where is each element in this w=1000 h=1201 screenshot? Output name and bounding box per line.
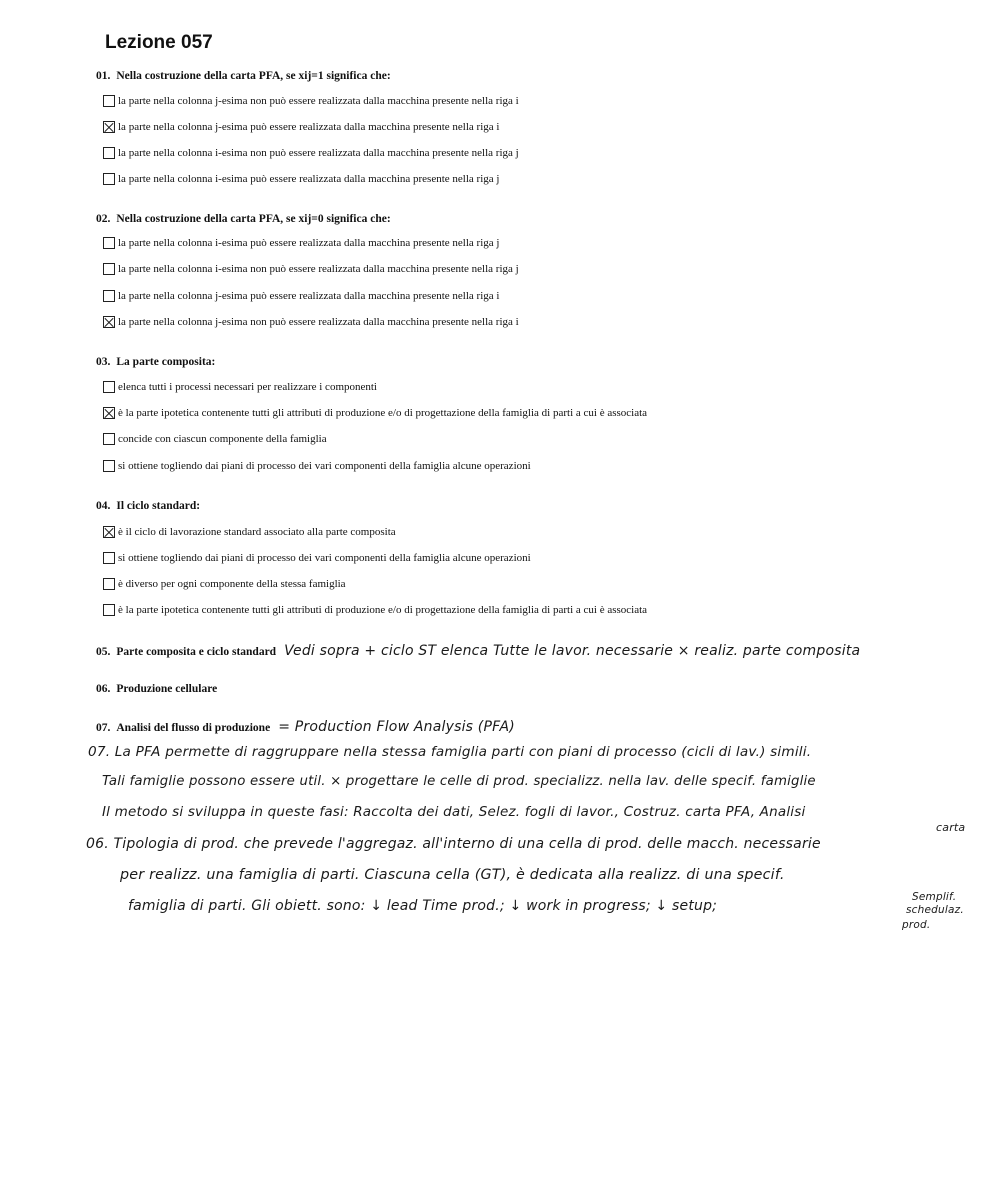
question-05-title bbox=[96, 643, 860, 659]
q01-option-b[interactable] bbox=[103, 121, 499, 133]
question-text: La parte composita: bbox=[116, 356, 216, 368]
question-07-title bbox=[96, 719, 515, 735]
checkbox[interactable] bbox=[103, 381, 115, 393]
question-text: Il ciclo standard: bbox=[116, 500, 201, 512]
checkbox[interactable] bbox=[103, 237, 115, 249]
question-number: 03. bbox=[96, 356, 111, 368]
option-text: è la parte ipotetica contenente tutti gli attributi di produzione e/o di progettazione della famiglia di parti a cui è associata bbox=[118, 407, 648, 419]
checkbox[interactable] bbox=[103, 460, 115, 472]
question-04-title bbox=[96, 500, 200, 512]
option-text: la parte nella colonna i-esima può essere realizzata dalla macchina presente nella riga j bbox=[118, 237, 500, 249]
handwritten-line: carta bbox=[936, 821, 966, 834]
checkbox[interactable] bbox=[103, 263, 115, 275]
question-text: Parte composita e ciclo standard bbox=[116, 646, 277, 658]
handwritten-line: Semplif. bbox=[912, 891, 957, 903]
q04-option-d[interactable] bbox=[103, 604, 647, 616]
q02-option-d[interactable] bbox=[103, 316, 519, 328]
handwritten-line: 06. Tipologia di prod. che prevede l'aggregaz. all'interno di una cella di prod. delle macch. necessarie bbox=[86, 836, 821, 852]
checkbox[interactable] bbox=[103, 433, 115, 445]
checkbox[interactable] bbox=[103, 604, 115, 616]
question-number: 01. bbox=[96, 70, 111, 82]
option-text: la parte nella colonna i-esima può essere realizzata dalla macchina presente nella riga j bbox=[118, 173, 500, 185]
option-text: la parte nella colonna j-esima non può essere realizzata dalla macchina presente nella riga i bbox=[118, 316, 519, 328]
option-text: la parte nella colonna i-esima non può essere realizzata dalla macchina presente nella riga j bbox=[118, 263, 519, 275]
q03-option-b[interactable] bbox=[103, 407, 647, 419]
question-text: Nella costruzione della carta PFA, se xij=0 significa che: bbox=[116, 213, 391, 225]
q04-option-b[interactable] bbox=[103, 552, 531, 564]
checkbox-checked[interactable] bbox=[103, 121, 115, 133]
handwritten-line: 07. La PFA permette di raggruppare nella stessa famiglia parti con piani di processo (cicli di lav.) simili. bbox=[88, 744, 812, 760]
question-text: Analisi del flusso di produzione bbox=[116, 722, 271, 734]
checkbox[interactable] bbox=[103, 552, 115, 564]
handwritten-line: prod. bbox=[902, 919, 931, 931]
checkbox-checked[interactable] bbox=[103, 407, 115, 419]
handwritten-answer-07: = Production Flow Analysis (PFA) bbox=[278, 719, 515, 735]
question-text: Nella costruzione della carta PFA, se xij=1 significa che: bbox=[116, 70, 391, 82]
checkbox[interactable] bbox=[103, 147, 115, 159]
question-text: Produzione cellulare bbox=[116, 683, 218, 695]
question-02-title bbox=[96, 213, 391, 225]
checkbox-checked[interactable] bbox=[103, 526, 115, 538]
checkbox[interactable] bbox=[103, 173, 115, 185]
option-text: la parte nella colonna i-esima non può essere realizzata dalla macchina presente nella riga j bbox=[118, 147, 519, 159]
handwritten-line: Il metodo si sviluppa in queste fasi: Raccolta dei dati, Selez. fogli di lavor., Costruz. carta PFA, Analisi bbox=[102, 804, 806, 820]
checkbox[interactable] bbox=[103, 578, 115, 590]
q03-option-c[interactable] bbox=[103, 433, 327, 445]
question-number: 04. bbox=[96, 500, 111, 512]
q01-option-d[interactable] bbox=[103, 173, 499, 185]
option-text: elenca tutti i processi necessari per realizzare i componenti bbox=[118, 381, 377, 393]
question-06-title bbox=[96, 683, 217, 695]
question-number: 02. bbox=[96, 213, 111, 225]
q03-option-a[interactable] bbox=[103, 381, 377, 393]
q02-option-c[interactable] bbox=[103, 290, 499, 302]
handwritten-line: schedulaz. bbox=[906, 904, 964, 916]
checkbox-checked[interactable] bbox=[103, 316, 115, 328]
option-text: la parte nella colonna j-esima non può essere realizzata dalla macchina presente nella riga i bbox=[118, 95, 519, 107]
q01-option-a[interactable] bbox=[103, 95, 519, 107]
question-01-title bbox=[96, 70, 391, 82]
question-number: 06. bbox=[96, 683, 111, 695]
q02-option-b[interactable] bbox=[103, 263, 519, 275]
option-text: è il ciclo di lavorazione standard associato alla parte composita bbox=[118, 526, 396, 538]
page-title: Lezione 057 bbox=[105, 32, 213, 53]
option-text: concide con ciascun componente della famiglia bbox=[118, 433, 327, 445]
checkbox[interactable] bbox=[103, 290, 115, 302]
q04-option-c[interactable] bbox=[103, 578, 346, 590]
option-text: è diverso per ogni componente della stessa famiglia bbox=[118, 578, 346, 590]
q03-option-d[interactable] bbox=[103, 460, 531, 472]
q01-option-c[interactable] bbox=[103, 147, 519, 159]
q02-option-a[interactable] bbox=[103, 237, 499, 249]
handwritten-line: Tali famiglie possono essere util. × progettare le celle di prod. specializz. nella lav. delle specif. famiglie bbox=[102, 774, 816, 789]
question-number: 05. bbox=[96, 646, 111, 658]
option-text: si ottiene togliendo dai piani di processo dei vari componenti della famiglia alcune operazioni bbox=[118, 552, 531, 564]
option-text: la parte nella colonna j-esima può essere realizzata dalla macchina presente nella riga i bbox=[118, 121, 500, 133]
option-text: si ottiene togliendo dai piani di processo dei vari componenti della famiglia alcune operazioni bbox=[118, 460, 531, 472]
option-text: è la parte ipotetica contenente tutti gli attributi di produzione e/o di progettazione della famiglia di parti a cui è associata bbox=[118, 604, 648, 616]
question-number: 07. bbox=[96, 722, 111, 734]
handwritten-line: famiglia di parti. Gli obiett. sono: ↓ lead Time prod.; ↓ work in progress; ↓ setup; bbox=[128, 898, 718, 914]
handwritten-answer-05: Vedi sopra + ciclo ST elenca Tutte le lavor. necessarie × realiz. parte composita bbox=[284, 643, 861, 659]
option-text: la parte nella colonna j-esima può essere realizzata dalla macchina presente nella riga i bbox=[118, 290, 500, 302]
checkbox[interactable] bbox=[103, 95, 115, 107]
q04-option-a[interactable] bbox=[103, 526, 396, 538]
question-03-title bbox=[96, 356, 215, 368]
handwritten-line: per realizz. una famiglia di parti. Ciascuna cella (GT), è dedicata alla realizz. di una specif. bbox=[120, 867, 785, 883]
